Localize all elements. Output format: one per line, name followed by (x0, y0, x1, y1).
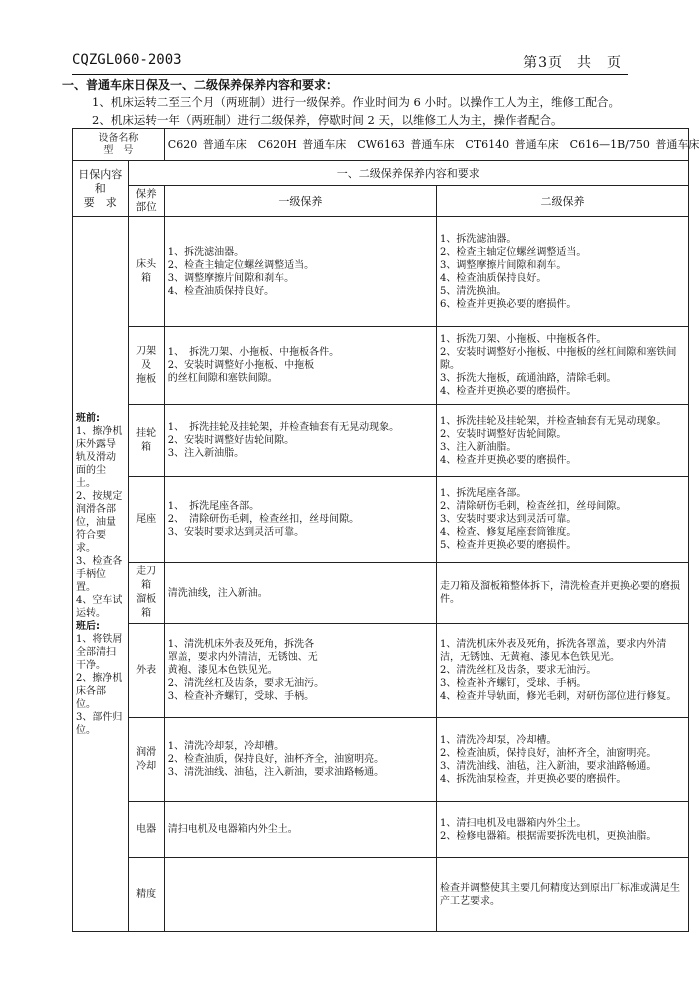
part-cell: 精度 (128, 858, 164, 932)
document-code: CQZGL060-2003 (72, 52, 182, 68)
daily-maintenance-cell (73, 217, 129, 932)
level2-cell: 1、拆洗刀架、小拖板、中拖板各件。 2、安装时调整好小拖板、中拖板的丝杠间隙和塞铁间隙。 3、拆洗大拖板，疏通油路，清除毛刺。 4、检查并更换必要的磨损件。 (437, 327, 689, 405)
part-cell: 尾座 (128, 477, 164, 563)
level1-cell: 1、 拆洗刀架、小拖板、中拖板各件。 2、安装时调整好小拖板、中拖板 的丝杠间隙和塞铁间隙。 (164, 327, 436, 405)
page-current: 第3页 (523, 55, 563, 71)
page-total: 共 页 (577, 55, 622, 71)
section-title: 一、二级保养保养内容和要求 (128, 161, 689, 186)
level2-cell: 检查并调整使其主要几何精度达到原出厂标准或满足生产工艺要求。 (437, 858, 689, 932)
equipment-row (73, 129, 689, 161)
level2-cell: 1、拆洗滤油器。 2、检查主轴定位螺丝调整适当。 3、调整摩擦片间隙和刹车。 4、检查油质保持良好。 5、清洗换油。 6、检查并更换必要的磨损件。 (437, 217, 689, 327)
document-header (72, 50, 628, 75)
table-row (73, 477, 689, 563)
after-shift-items: 1、将铁屑全部清扫干净。 2、擦净机床各部位。 3、部件归位。 (76, 633, 123, 736)
level2-header: 二级保养 (437, 186, 689, 217)
daily-title: 日保内容和 要 求 (73, 161, 129, 217)
intro-line-2: 2、机床运转一年（两班制）进行二级保养，停歇时间 2 天，以维修工人为主，操作者配合。 (92, 113, 563, 127)
table-row (73, 217, 689, 327)
maintenance-table (72, 128, 700, 932)
table-row (73, 624, 689, 718)
section-heading: 一、普通车床日保及一、二级保养保养内容和要求： (62, 78, 339, 92)
column-header-row (73, 186, 689, 217)
page-number (523, 52, 622, 72)
table-row (73, 327, 689, 405)
level2-cell: 1、拆洗尾座各部。 2、清除研伤毛刺，检查丝扣，丝母间隙。 3、安装时要求达到灵活可靠。 4、检查、修复尾座套筒锥度。 5、检查并更换必要的磨损件。 (437, 477, 689, 563)
table-row (73, 802, 689, 858)
table-row (73, 563, 689, 624)
table-row (73, 405, 689, 477)
level1-cell (164, 858, 436, 932)
part-header: 保养 部位 (128, 186, 164, 217)
level1-cell: 1、清洗机床外表及死角，拆洗各 罩盖，要求内外清洁，无锈蚀、无 黄袍、漆见本色铁见光。 2、清洗丝杠及齿条，要求无油污。 3、检查补齐螺钉，受球、手柄。 (164, 624, 436, 718)
before-shift-items: 1、擦净机床外露导轨及滑动面的尘土。 2、按规定润滑各部位，油量符合要求。 3、检查各手柄位置。 4、空车试运转。 (76, 425, 123, 619)
table-row (73, 718, 689, 802)
level2-cell: 1、清洗机床外表及死角，拆洗各罩盖，要求内外清洁，无锈蚀、无黄袍、漆见本色铁见光。 2、清洗丝杠及齿条，要求无油污。 3、检查补齐螺钉，受球、手柄。 4、检查并导轨面，修光毛刺，对研伤部位进行修复。 (437, 624, 689, 718)
level1-cell: 清洗油线，注入新油。 (164, 563, 436, 624)
level2-cell: 1、清洗冷却泵，冷却槽。 2、检查油质，保持良好，油杯齐全，油窗明亮。 3、清洗油线、油毡，注入新油，要求油路畅通。 4、拆洗油泵检查，并更换必要的磨损件。 (437, 718, 689, 802)
intro-line-1: 1、机床运转二至三个月（两班制）进行一级保养。作业时间为 6 小时。以操作工人为主，维修工配合。 (92, 95, 620, 109)
level1-cell: 1、 拆洗挂轮及挂轮架，并检查轴套有无晃动现象。 2、安装时调整好齿轮间隙。 3、注入新油脂。 (164, 405, 436, 477)
section-title-row (73, 161, 689, 186)
equipment-label: 设备名称 型 号 (73, 129, 165, 161)
level2-cell: 1、清扫电机及电器箱内外尘土。 2、检修电器箱。根据需要拆洗电机，更换油脂。 (437, 802, 689, 858)
level1-cell: 1、拆洗滤油器。 2、检查主轴定位螺丝调整适当。 3、调整摩擦片间隙和刹车。 4、检查油质保持良好。 (164, 217, 436, 327)
level1-cell: 1、清洗冷却泵，冷却槽。 2、检查油质，保持良好，油杯齐全，油窗明亮。 3、清洗油线、油毡，注入新油，要求油路畅通。 (164, 718, 436, 802)
part-cell: 电器 (128, 802, 164, 858)
part-cell: 走刀箱 溜板箱 (128, 563, 164, 624)
after-shift-label: 班后: (76, 620, 100, 632)
level1-cell: 清扫电机及电器箱内外尘土。 (164, 802, 436, 858)
part-cell: 外表 (128, 624, 164, 718)
level2-cell: 走刀箱及溜板箱整体拆下，清洗检查并更换必要的磨损件。 (437, 563, 689, 624)
before-shift-label: 班前: (76, 412, 100, 424)
part-cell: 润滑 冷却 (128, 718, 164, 802)
equipment-list: C620 普通车床 C620H 普通车床 CW6163 普通车床 CT6140 普通车床 C616—1B/750 普通车床 (164, 129, 688, 161)
level2-cell: 1、拆洗挂轮及挂轮架，并检查轴套有无晃动现象。 2、安装时调整好齿轮间隙。 3、注入新油脂。 4、检查并更换必要的磨损件。 (437, 405, 689, 477)
part-cell: 挂轮箱 (128, 405, 164, 477)
table-row (73, 858, 689, 932)
level1-cell: 1、 拆洗尾座各部。 2、 清除研伤毛刺，检查丝扣，丝母间隙。 3、安装时要求达到灵活可靠。 (164, 477, 436, 563)
level1-header: 一级保养 (164, 186, 436, 217)
part-cell: 床头箱 (128, 217, 164, 327)
part-cell: 刀架及 拖板 (128, 327, 164, 405)
